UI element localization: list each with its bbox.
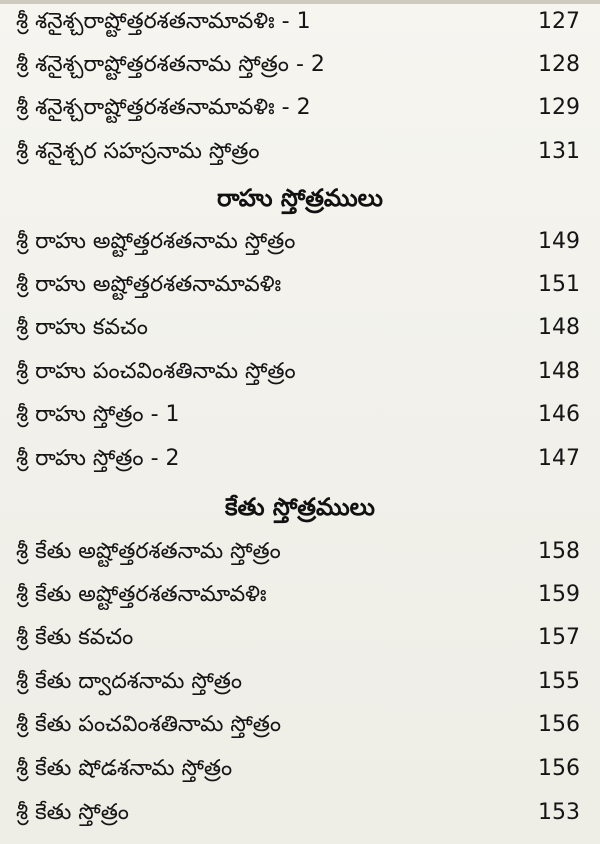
toc-row <box>0 573 600 617</box>
toc-row <box>0 43 600 87</box>
toc-page-number: 153 <box>538 800 580 825</box>
toc-row <box>0 220 600 264</box>
toc-entry-title: శ్రీ కేతు అష్టోత్తరశతనామావళిః <box>16 582 267 607</box>
toc-entry-title: శ్రీ రాహు అష్టోత్తరశతనామావళిః <box>16 272 282 297</box>
toc-entry-title: శ్రీ రాహు పంచవింశతినామ స్తోత్రం <box>16 359 296 384</box>
toc-page-number: 128 <box>538 52 580 77</box>
toc-entry-title: శ్రీ కేతు కవచం <box>16 625 134 650</box>
toc-entry-title: శ్రీ రాహు స్తోత్రం - 2 <box>16 446 180 471</box>
toc-entry-title: శ్రీ శనైశ్చరాష్టోత్తరశతనామ స్తోత్రం - 2 <box>16 52 325 77</box>
toc-page-number: 157 <box>538 625 580 650</box>
toc-row <box>0 130 600 174</box>
toc-entry-title: శ్రీ కేతు అష్టోత్తరశతనామ స్తోత్రం <box>16 539 281 564</box>
toc-page-number: 158 <box>538 539 580 564</box>
toc-page-number: 156 <box>538 712 580 737</box>
section-heading-ketu: కేతు స్తోత్రములు <box>225 493 375 521</box>
toc-page-number: 147 <box>538 446 580 471</box>
toc-row <box>0 263 600 307</box>
toc-entry-title: శ్రీ శనైశ్చరాష్టోత్తరశతనామావళిః - 2 <box>16 95 311 120</box>
toc-row <box>0 616 600 660</box>
toc-page-number: 148 <box>538 359 580 384</box>
toc-entry-title: శ్రీ శనైశ్చర సహస్రనామ స్తోత్రం <box>16 139 260 164</box>
toc-row <box>0 306 600 350</box>
toc-row <box>0 0 600 44</box>
toc-row <box>0 747 600 791</box>
toc-row <box>0 437 600 481</box>
section-heading-rahu: రాహు స్తోత్రములు <box>217 184 383 212</box>
toc-entry-title: శ్రీ కేతు ద్వాదశనామ స్తోత్రం <box>16 669 242 694</box>
toc-page-number: 127 <box>538 9 580 34</box>
toc-entry-title: శ్రీ కేతు స్తోత్రం <box>16 800 129 825</box>
toc-entry-title: శ్రీ రాహు స్తోత్రం - 1 <box>16 402 180 427</box>
toc-page-number: 159 <box>538 582 580 607</box>
toc-page-number: 146 <box>538 402 580 427</box>
toc-entry-title: శ్రీ రాహు అష్టోత్తరశతనామ స్తోత్రం <box>16 229 296 254</box>
toc-page-number: 148 <box>538 315 580 340</box>
toc-row <box>0 393 600 437</box>
toc-page-number: 151 <box>538 272 580 297</box>
toc-row <box>0 350 600 394</box>
toc-entry-title: శ్రీ కేతు షోడశనామ స్తోత్రం <box>16 756 233 781</box>
toc-page-number: 155 <box>538 669 580 694</box>
toc-page-number: 156 <box>538 756 580 781</box>
toc-row <box>0 791 600 835</box>
toc-row <box>0 703 600 747</box>
toc-entry-title: శ్రీ రాహు కవచం <box>16 315 148 340</box>
toc-entry-title: శ్రీ శనైశ్చరాష్టోత్తరశతనామావళిః - 1 <box>16 9 311 34</box>
toc-row <box>0 530 600 574</box>
toc-page-number: 149 <box>538 229 580 254</box>
toc-entry-title: శ్రీ కేతు పంచవింశతినామ స్తోత్రం <box>16 712 282 737</box>
toc-row <box>0 86 600 130</box>
toc-page-number: 129 <box>538 95 580 120</box>
toc-row <box>0 660 600 704</box>
toc-page-number: 131 <box>538 139 580 164</box>
